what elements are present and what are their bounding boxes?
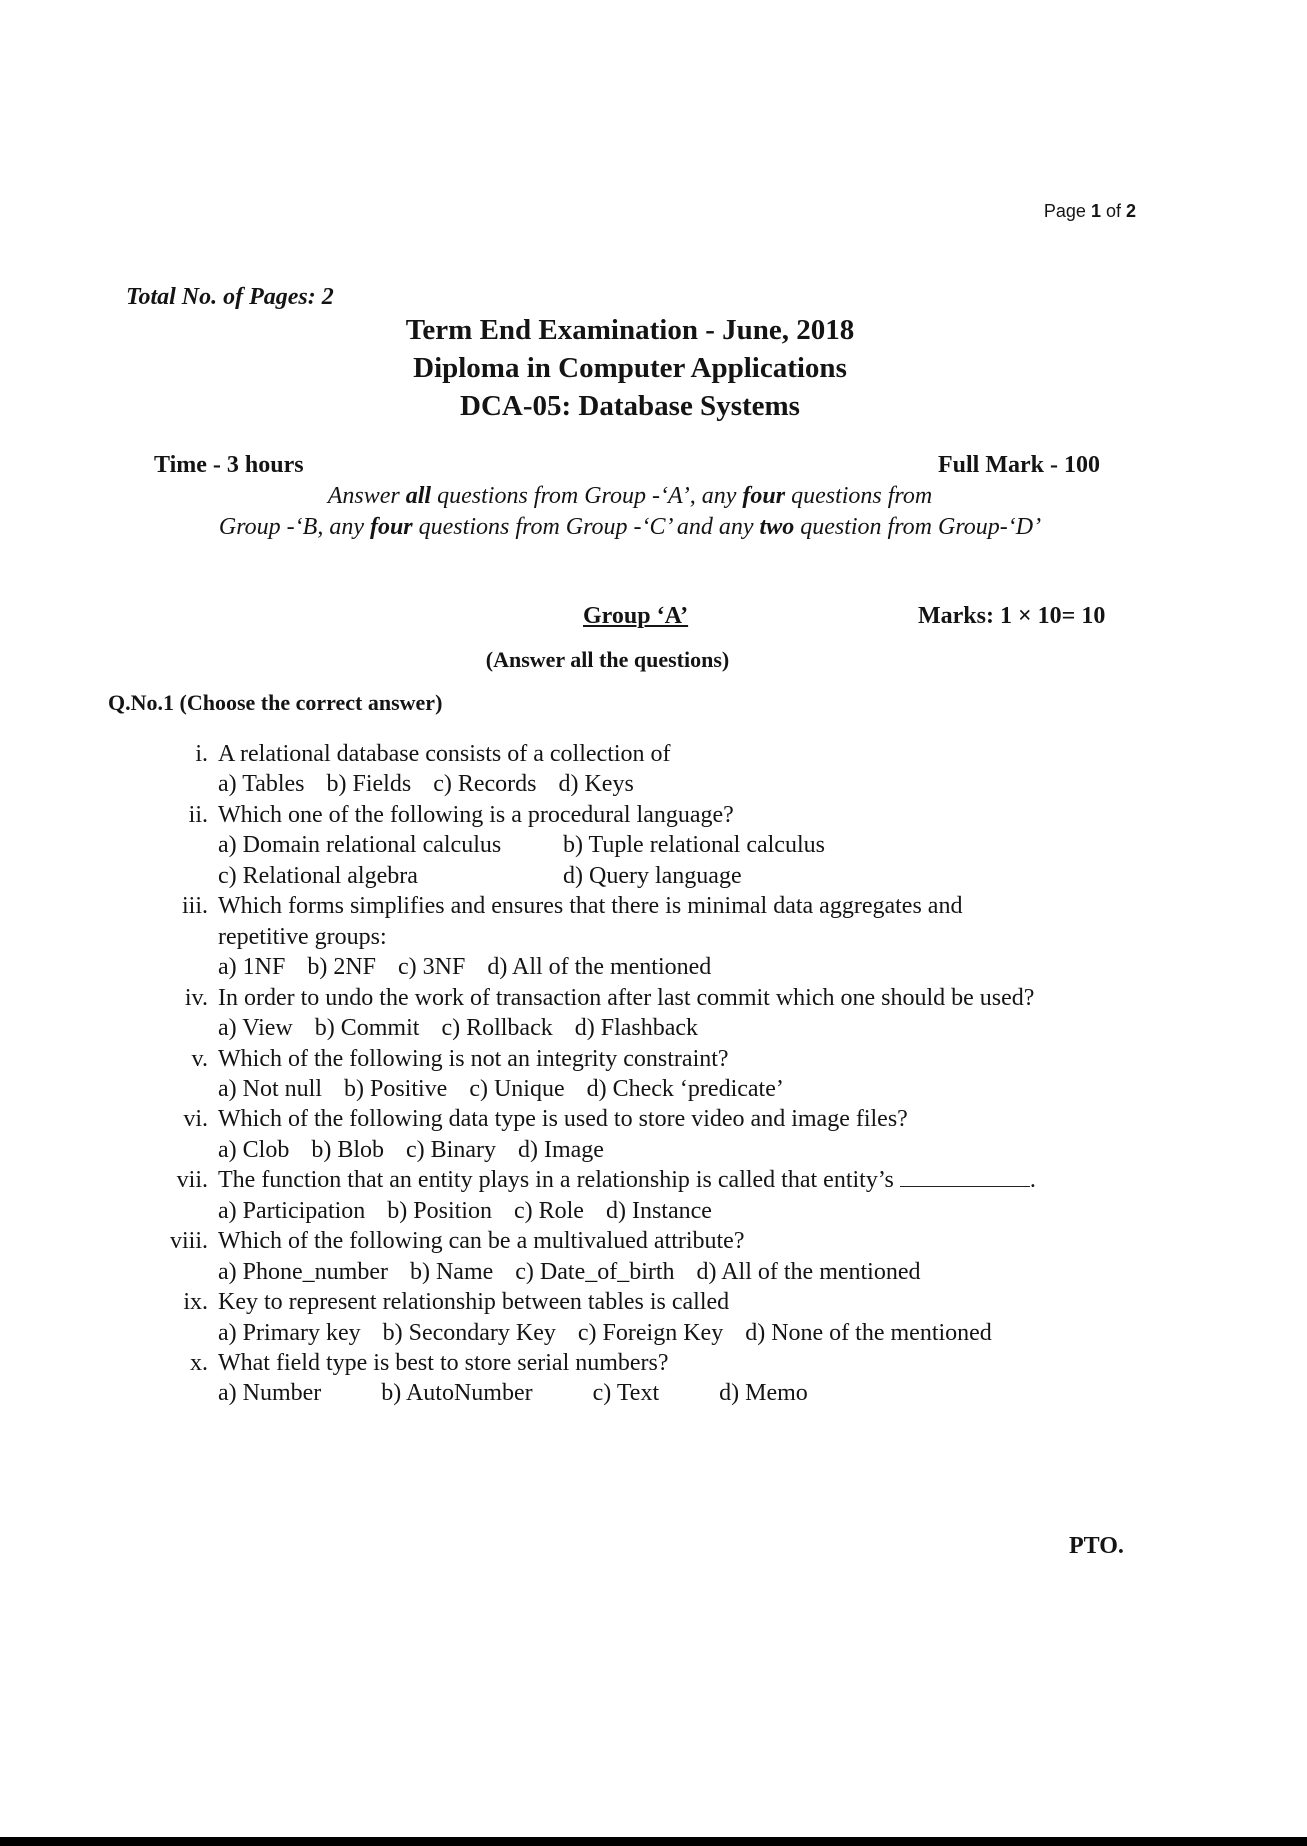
answer-option: b) Name — [409, 1258, 494, 1285]
answer-option: b) Fields — [326, 771, 412, 798]
answer-option: a) Domain relational calculus — [218, 832, 502, 859]
fill-in-blank — [900, 1168, 1030, 1187]
answer-option: b) Positive — [343, 1075, 448, 1102]
total-pages: Total No. of Pages: 2 — [126, 284, 334, 310]
question-number: v. — [191, 1045, 208, 1072]
question-text-span: A relational database consists of a collection of — [218, 741, 671, 767]
answer-option: d) Keys — [558, 771, 634, 798]
answer-option: d) Instance — [605, 1197, 712, 1224]
period: . — [1029, 1167, 1036, 1194]
question-text — [218, 893, 962, 920]
question-text-span: Which of the following can be a multivalued attribute? — [218, 1228, 745, 1255]
answer-option: b) Tuple relational calculus — [563, 832, 825, 859]
question-heading: Q.No.1 (Choose the correct answer) — [108, 690, 443, 715]
question-text-span: What field type is best to store serial numbers? — [218, 1350, 669, 1376]
options — [218, 1015, 720, 1042]
question-text-span: Key to represent relationship between tables is called — [218, 1289, 730, 1316]
group-title: Group ‘A’ — [583, 603, 689, 629]
answer-option: c) Unique — [469, 1075, 565, 1102]
answer-option: c) Relational algebra — [218, 862, 418, 889]
question-number: iv. — [184, 984, 208, 1011]
question-text — [218, 1350, 669, 1377]
answer-option: d) Image — [517, 1136, 604, 1163]
question-number: vii. — [176, 1167, 208, 1194]
question-number: x. — [190, 1350, 208, 1376]
answer-option: a) Phone_number — [218, 1258, 388, 1285]
options — [218, 1259, 943, 1286]
question-text-span: Which forms simplifies and ensures that there is minimal data aggregates and — [218, 893, 963, 920]
answer-option: b) Blob — [311, 1136, 384, 1163]
answer-option: a) Primary key — [218, 1319, 361, 1346]
answer-option: b) Secondary Key — [382, 1319, 556, 1346]
options — [218, 1380, 868, 1407]
question-text-span: Which of the following data type is used to store video and image files? — [218, 1106, 908, 1133]
answer-option: c) Binary — [406, 1136, 496, 1163]
answer-option: a) Participation — [218, 1197, 366, 1224]
answer-option: d) Flashback — [574, 1015, 699, 1042]
instructions-line-1: Answer all questions from Group -‘A’, any four questions from — [327, 483, 933, 509]
answer-option: c) Text — [592, 1380, 660, 1407]
answer-option: c) Foreign Key — [577, 1319, 724, 1346]
question-number: vi. — [183, 1106, 208, 1133]
group-subtitle: (Answer all the questions) — [485, 647, 730, 672]
answer-option: c) Date_of_birth — [515, 1258, 675, 1285]
exam-title: Term End Examination - June, 2018 — [405, 314, 855, 346]
question-text — [218, 1289, 729, 1316]
question-text — [218, 802, 734, 829]
answer-option: d) Memo — [719, 1380, 808, 1407]
answer-option: c) Role — [513, 1197, 584, 1224]
question-text-span: repetitive groups: — [218, 923, 387, 950]
answer-option: b) AutoNumber — [381, 1380, 533, 1407]
answer-option: c) 3NF — [398, 954, 466, 981]
answer-option: d) None of the mentioned — [745, 1319, 992, 1346]
answer-option: a) View — [218, 1015, 293, 1042]
options — [218, 863, 908, 890]
options — [218, 1320, 1014, 1347]
options — [218, 1076, 806, 1103]
question-number: ix. — [183, 1289, 208, 1316]
answer-option: a) 1NF — [218, 954, 286, 981]
options — [218, 832, 908, 859]
page-number: Page 1 of 2 — [1043, 201, 1136, 221]
answer-option: b) Commit — [314, 1015, 420, 1042]
options — [218, 1198, 734, 1225]
question-text-span: The function that an entity plays in a relationship is called that entity’s — [218, 1167, 894, 1194]
answer-option: a) Tables — [218, 771, 305, 798]
time-label: Time - 3 hours — [154, 452, 304, 478]
answer-option: c) Rollback — [441, 1015, 553, 1042]
question-text-span: In order to undo the work of transaction after last commit which one should be used? — [218, 984, 1035, 1011]
answer-option: b) Position — [387, 1197, 492, 1224]
question-number: iii. — [181, 893, 208, 920]
options — [218, 954, 733, 981]
group-marks: Marks: 1 × 10= 10 — [918, 603, 1106, 629]
question-text — [218, 1228, 745, 1255]
options — [218, 771, 656, 798]
question-text — [218, 1106, 908, 1133]
options — [218, 1137, 626, 1164]
instructions-line-2: Group -‘B, any four questions from Group -‘C’ and any two question from Group-‘D’ — [218, 514, 1042, 540]
pto-label: PTO. — [1069, 1533, 1124, 1559]
answer-option: d) All of the mentioned — [487, 954, 712, 981]
answer-option: d) Check ‘predicate’ — [586, 1075, 784, 1102]
full-mark-label: Full Mark - 100 — [938, 452, 1100, 478]
question-text — [218, 924, 387, 951]
answer-option: c) Records — [433, 771, 537, 798]
question-text-span: Which one of the following is a procedural language? — [218, 801, 734, 828]
program-title: Diploma in Computer Applications — [413, 352, 847, 384]
question-number: viii. — [169, 1228, 208, 1255]
question-number: i. — [195, 741, 208, 767]
question-text — [218, 1167, 1036, 1194]
answer-option: a) Number — [218, 1380, 322, 1407]
question-text — [218, 1046, 729, 1073]
answer-option: d) All of the mentioned — [696, 1258, 921, 1285]
course-title: DCA-05: Database Systems — [460, 390, 800, 422]
answer-option: b) 2NF — [307, 954, 376, 981]
question-number: ii. — [188, 801, 208, 828]
scan-border — [0, 1837, 1307, 1846]
answer-option: a) Clob — [218, 1136, 290, 1163]
answer-option: d) Query language — [563, 862, 742, 889]
answer-option: a) Not null — [218, 1075, 322, 1102]
question-text-span: Which of the following is not an integrity constraint? — [218, 1045, 729, 1072]
question-text — [218, 985, 1034, 1012]
question-text — [218, 741, 671, 768]
